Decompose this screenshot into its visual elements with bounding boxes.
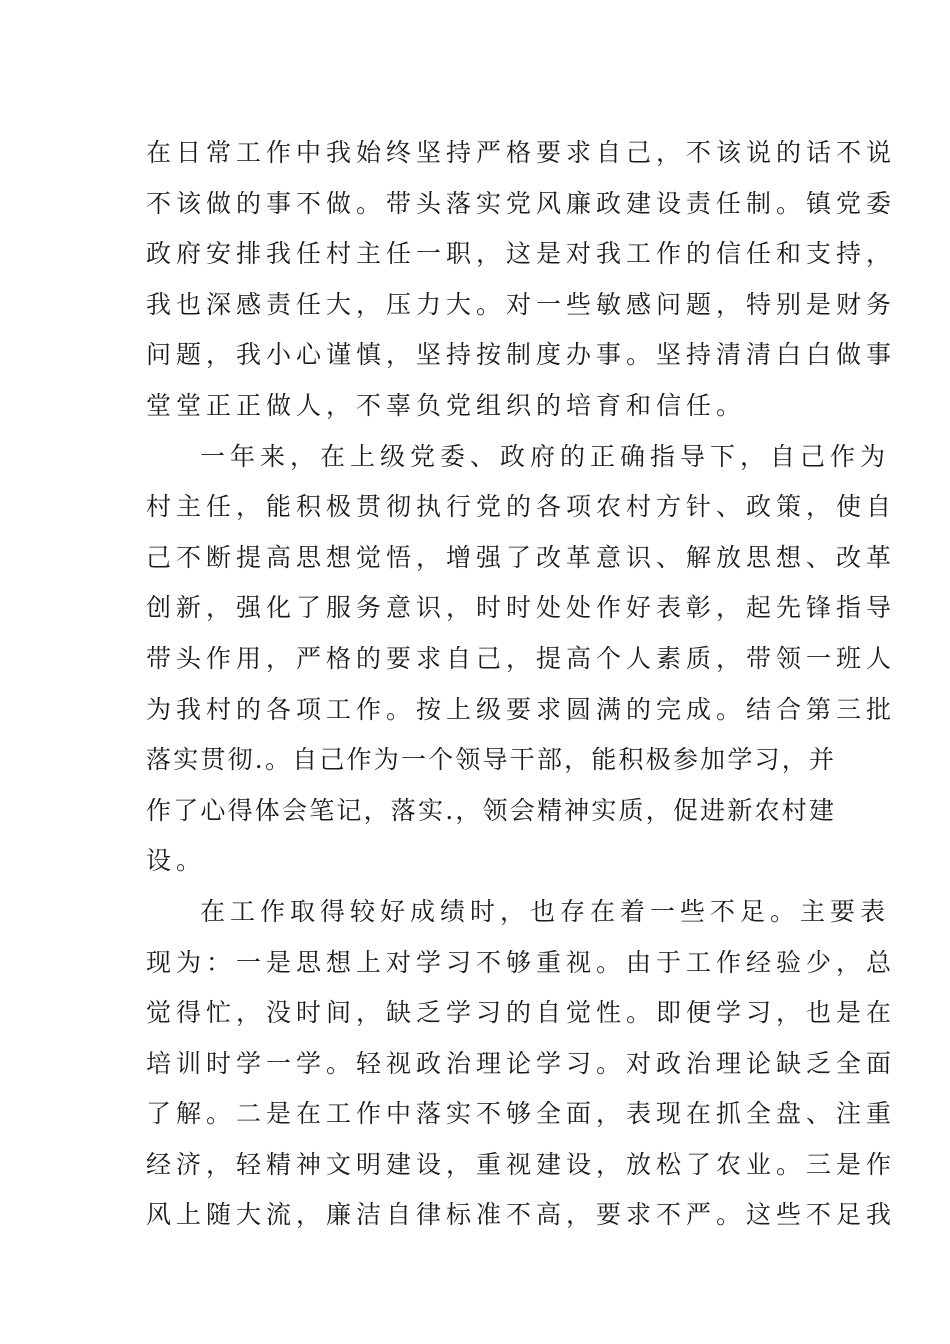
text-line: 现为：一是思想上对学习不够重视。由于工作经验少，总 — [146, 947, 897, 977]
text-line: 了解。二是在工作中落实不够全面，表现在抓全盘、注重 — [146, 1099, 897, 1129]
text-line: 我也深感责任大，压力大。对一些敏感问题，特别是财务 — [146, 289, 897, 319]
text-line: 堂堂正正做人，不辜负党组织的培育和信任。 — [146, 390, 747, 420]
text-line: 培训时学一学。轻视政治理论学习。对政治理论缺乏全面 — [146, 1048, 897, 1078]
text-line: 问题，我小心谨慎，坚持按制度办事。坚持清清白白做事 — [146, 340, 897, 370]
text-line: 落实贯彻.。自己作为一个领导干部，能积极参加学习，并 — [146, 745, 837, 775]
text-line: 在工作取得较好成绩时，也存在着一些不足。主要表 — [200, 896, 891, 926]
text-line: 政府安排我任村主任一职，这是对我工作的信任和支持， — [146, 239, 897, 269]
text-line: 为我村的各项工作。按上级要求圆满的完成。结合第三批 — [146, 694, 897, 724]
text-line: 风上随大流，廉洁自律标准不高，要求不严。这些不足我 — [146, 1200, 897, 1230]
text-line: 不该做的事不做。带头落实党风廉政建设责任制。镇党委 — [146, 188, 897, 218]
text-line: 经济，轻精神文明建设，重视建设，放松了农业。三是作 — [146, 1149, 897, 1179]
document-body — [146, 128, 897, 1241]
text-line: 创新，强化了服务意识，时时处处作好表彰，起先锋指导 — [146, 593, 897, 623]
text-line: 设。 — [146, 846, 207, 876]
text-line: 带头作用，严格的要求自己，提高个人素质，带领一班人 — [146, 643, 897, 673]
text-line: 觉得忙，没时间，缺乏学习的自觉性。即便学习，也是在 — [146, 998, 897, 1028]
text-line: 一年来，在上级党委、政府的正确指导下，自己作为 — [200, 441, 891, 471]
text-line: 作了心得体会笔记，落实.，领会精神实质，促进新农村建 — [146, 795, 837, 825]
text-line: 己不断提高思想觉悟，增强了改革意识、解放思想、改革 — [146, 542, 897, 572]
text-line: 村主任，能积极贯彻执行党的各项农村方针、政策，使自 — [146, 492, 897, 522]
text-line: 在日常工作中我始终坚持严格要求自己，不该说的话不说 — [146, 138, 897, 167]
